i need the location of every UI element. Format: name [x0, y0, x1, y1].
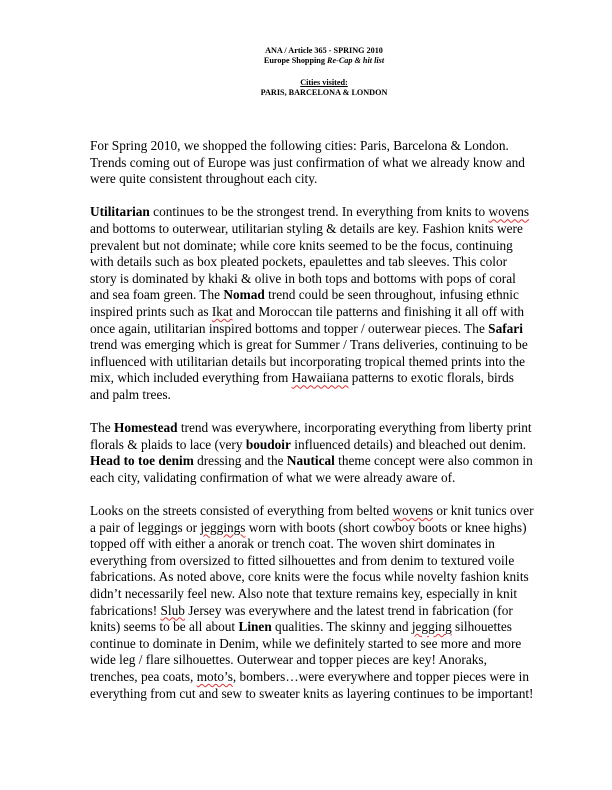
- paragraph: [90, 503, 560, 702]
- text-line: [90, 569, 560, 586]
- text-line: [90, 686, 560, 703]
- text-run: fabrications!: [90, 602, 161, 618]
- text-line: [90, 171, 560, 188]
- text-run: once again, utilitarian inspired bottoms and topper / outerwear pieces. The: [90, 320, 489, 336]
- text-line: [90, 437, 560, 454]
- document-header: [0, 46, 612, 98]
- text-run: dressing and the: [193, 453, 287, 469]
- text-run: theme concept were also common in: [334, 453, 533, 469]
- text-run: patterns to exotic florals, birds: [348, 370, 514, 386]
- text-run: Trends coming out of Europe was just confirmation of what we already know and: [90, 154, 525, 170]
- text-run: fabrications. As noted above, core knits were the focus while novelty fashion knits: [90, 569, 529, 585]
- text-line: [90, 271, 560, 288]
- text-line: [90, 586, 560, 603]
- paragraph: [90, 420, 560, 486]
- text-line: [90, 287, 560, 304]
- flagged-word: jeggings: [200, 519, 246, 535]
- text-line: [90, 387, 560, 404]
- text-run: continue to dominate in Denim, while we definitely started to see more and more: [90, 635, 522, 651]
- subtitle-lead: Europe Shopping: [263, 56, 327, 65]
- text-line: [90, 619, 560, 636]
- flagged-word: wovens: [392, 503, 434, 519]
- cities-label: Cities visited:: [300, 78, 348, 87]
- text-run: prevalent but not dominate; while core knits seemed to be the focus, continuing: [90, 237, 513, 253]
- text-line: [90, 503, 560, 520]
- bold-term: Homestead: [114, 420, 178, 436]
- cities-list: PARIS, BARCELONA & LONDON: [260, 88, 388, 97]
- paragraph: [90, 204, 560, 403]
- text-run: topped off with either a anorak or trench coat. The woven shirt dominates in: [90, 536, 495, 552]
- text-line: [90, 370, 560, 387]
- flagged-word: wovens: [488, 204, 530, 220]
- subtitle-italic: Re-Cap & hit list: [327, 56, 385, 65]
- bold-term: Head to toe denim: [90, 453, 194, 469]
- text-run: a pair of leggings or: [90, 519, 201, 535]
- text-line: [90, 155, 560, 172]
- paragraph-gap: [90, 486, 560, 503]
- flagged-word: jegging: [411, 619, 452, 635]
- text-run: influenced details) and bleached out denim.: [290, 436, 527, 452]
- text-run: trend was everywhere, incorporating everything from liberty print: [177, 420, 532, 436]
- text-run: and Moroccan tile patterns and finishing it all off with: [232, 303, 525, 319]
- bold-term: boudoir: [245, 436, 291, 452]
- text-run: Looks on the streets consisted of everything from belted: [90, 503, 393, 519]
- text-run: and sea foam green. The: [90, 287, 224, 303]
- text-line: [90, 254, 560, 271]
- flagged-word: Ikat: [211, 303, 233, 319]
- text-run: influenced with utilitarian details but incorporating tropical themed prints into the: [90, 353, 525, 369]
- document-body: [90, 138, 560, 702]
- text-run: mix, which included everything from: [90, 370, 292, 386]
- text-run: and palm trees.: [90, 386, 171, 402]
- text-run: continues to be the strongest trend. In everything from knits to: [149, 204, 489, 220]
- text-run: everything from oversized to fitted silhouettes and from denim to textured voile: [90, 552, 515, 568]
- text-run: didn’t necessarily feel new. Also note that texture remains key, especially in knit: [90, 586, 518, 602]
- text-run: The: [90, 420, 114, 436]
- article-subtitle: [0, 56, 612, 66]
- text-run: with details such as box pleated pockets, epaulettes and tab sleeves. This color: [90, 254, 508, 270]
- text-run: trenches, pea coats,: [90, 669, 197, 684]
- text-line: [90, 470, 560, 487]
- text-line: [90, 238, 560, 255]
- text-line: [90, 636, 560, 653]
- text-run: or knit tunics over: [433, 503, 534, 519]
- text-run: story is dominated by khaki & olive in both tops and bottoms with pops of coral: [90, 270, 516, 286]
- text-run: florals & plaids to lace (very: [90, 436, 246, 452]
- paragraph-gap: [90, 188, 560, 205]
- text-line: [90, 204, 560, 221]
- text-line: [90, 420, 560, 437]
- text-run: trend could be seen throughout, infusing ethnic: [264, 287, 519, 303]
- text-line: [90, 652, 560, 669]
- text-run: and bottoms to outerwear, utilitarian styling & details are key. Fashion knits were: [90, 220, 523, 236]
- text-run: , bombers…were everywhere and topper pieces were in: [232, 669, 530, 684]
- text-line: [90, 221, 560, 238]
- text-run: qualities. The skinny and: [271, 619, 412, 635]
- paragraph-gap: [90, 404, 560, 421]
- text-line: [90, 138, 560, 155]
- text-run: were quite consistent throughout each city.: [90, 171, 318, 187]
- bold-term: Nautical: [286, 453, 335, 469]
- text-line: [90, 337, 560, 354]
- text-line: [90, 354, 560, 371]
- flagged-word: Hawaiiana: [291, 370, 349, 386]
- text-line: [90, 536, 560, 553]
- text-run: trend was emerging which is great for Summer / Trans deliveries, continuing to be: [90, 337, 528, 353]
- text-line: [90, 453, 560, 470]
- text-line: [90, 304, 560, 321]
- text-run: knits) seems to be all about: [90, 619, 239, 635]
- text-run: everything from cut and sew to sweater knits as layering continues to be important!: [90, 685, 534, 701]
- bold-term: Utilitarian: [90, 204, 150, 220]
- text-run: For Spring 2010, we shopped the following cities: Paris, Barcelona & London.: [90, 138, 509, 153]
- text-line: [90, 520, 560, 537]
- bold-term: Safari: [488, 320, 523, 336]
- text-line: [90, 321, 560, 338]
- flagged-word: Slub: [160, 602, 185, 618]
- text-run: wide leg / flare silhouettes. Outerwear and topper pieces are key! Anoraks,: [90, 652, 487, 668]
- text-line: [90, 553, 560, 570]
- text-run: silhouettes: [451, 619, 512, 635]
- text-run: worn with boots (short cowboy boots or knee highs): [245, 519, 527, 535]
- text-run: inspired prints such as: [90, 303, 212, 319]
- text-run: each city, validating confirmation of what we were already aware of.: [90, 469, 456, 485]
- text-line: [90, 669, 560, 686]
- paragraph: [90, 138, 560, 188]
- text-run: Jersey was everywhere and the latest trend in fabrication (for: [184, 602, 513, 618]
- flagged-word: moto’s: [196, 669, 233, 684]
- bold-term: Linen: [238, 619, 272, 635]
- bold-term: Nomad: [223, 287, 265, 303]
- article-title: ANA / Article 365 - SPRING 2010: [265, 46, 383, 55]
- text-line: [90, 603, 560, 620]
